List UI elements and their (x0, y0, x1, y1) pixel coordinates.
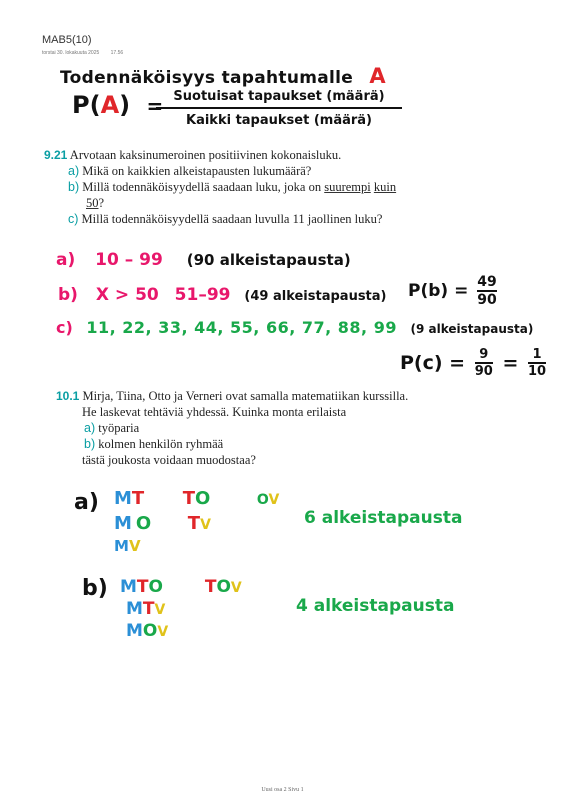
letter-m: M (126, 599, 143, 619)
task-a-text: Mikä on kaikkien alkeistapausten lukumäärä? (82, 164, 312, 178)
task-10-1 (56, 388, 526, 468)
answer-b-fraction (477, 274, 496, 308)
letter-o: O (135, 513, 152, 534)
probability-formula-lhs (72, 90, 163, 121)
formula-denominator: Kaikki tapaukset (määrä) (186, 113, 372, 128)
triples-row-3 (120, 621, 242, 643)
task-b-end: ? (98, 196, 105, 210)
formula-a: A (100, 91, 120, 119)
task-a-letter: a) (84, 421, 96, 435)
letter-o: O (148, 577, 163, 597)
pairs-row-2 (114, 512, 279, 537)
answer-b-note: (49 alkeistapausta) (244, 289, 387, 304)
answer-a-label: a) (56, 250, 76, 270)
letter-t: T (204, 577, 217, 597)
answer-c-label: c) (56, 318, 73, 337)
page-title: MAB5(10) (42, 34, 92, 46)
letter-o: O (195, 488, 211, 509)
answer-c-denominator-2: 10 (527, 364, 547, 379)
answer-10-b-result: 4 alkeistapausta (296, 596, 455, 616)
pairs-row-1 (114, 487, 279, 512)
answer-c-denominator-1: 90 (474, 364, 493, 379)
task-a-text: työparia (98, 421, 140, 435)
letter-o: O (216, 577, 231, 597)
task-c-text: Millä todennäköisyydellä saadaan luvulla 11 jaollinen luku? (81, 212, 383, 226)
answer-b-range: 51–99 (174, 285, 231, 305)
letter-m: M (120, 577, 137, 597)
letter-m: M (114, 513, 132, 534)
page-footer: Uusi osa 2 Sivu 1 (261, 787, 304, 793)
letter-t: T (187, 513, 201, 534)
letter-o: O (142, 621, 158, 641)
task-line-2: He laskevat tehtäviä yhdessä. Kuinka monta erilaista (82, 405, 347, 419)
formula-fraction (156, 88, 402, 129)
page-date (42, 50, 123, 56)
date-text: torstai 30. lokakuuta 2025 (42, 50, 100, 56)
answer-10-b-label: b) (82, 576, 108, 601)
answer-c-numerator-2: 1 (532, 347, 542, 362)
task-b-letter: b) (84, 437, 96, 451)
answer-b-denominator: 90 (477, 292, 497, 308)
answer-b-p: P(b) = (408, 281, 469, 301)
answer-a-note: (90 alkeistapausta) (186, 251, 351, 269)
task-intro: Arvotaan kaksinumeroinen positiivinen kokonaisluku. (69, 148, 342, 162)
answer-b-numerator: 49 (477, 274, 497, 290)
heading-line (60, 64, 386, 88)
task-b-underline-1: suurempi (324, 180, 371, 194)
formula-equals: = (146, 94, 164, 118)
task-a-letter: a) (68, 164, 80, 178)
answer-c-list: 11, 22, 33, 44, 55, 66, 77, 88, 99 (86, 318, 397, 337)
heading-letter: A (369, 64, 386, 88)
task-9-21 (44, 147, 524, 227)
letter-v: V (157, 624, 169, 640)
answer-10-a-label: a) (74, 490, 99, 515)
letter-v: V (128, 537, 141, 555)
triples-grid (120, 577, 242, 643)
answer-b-probability (408, 274, 497, 308)
task-line-3: tästä joukosta voidaan muodostaa? (82, 453, 256, 467)
triples-row-2 (120, 599, 242, 621)
formula-numerator: Suotuisat tapaukset (määrä) (173, 89, 385, 104)
task-b-text: Millä todennäköisyydellä saadaan luku, joka on (82, 180, 325, 194)
letter-t: T (142, 599, 155, 619)
letter-v: V (154, 602, 166, 618)
task-number: 9.21 (44, 148, 68, 162)
letter-t: T (131, 488, 145, 509)
answer-c-fraction-1 (475, 347, 493, 379)
answer-b-line (58, 285, 387, 305)
answer-c-line (56, 318, 533, 337)
triples-row-1 (120, 577, 242, 599)
answer-c-p: P(c) = (400, 352, 466, 374)
letter-m: M (114, 488, 132, 509)
letter-m: M (126, 621, 143, 641)
answer-c-equals: = (502, 352, 519, 374)
answer-a-line (56, 250, 351, 270)
task-b-underline-2: kuin (373, 180, 397, 194)
letter-t: T (136, 577, 149, 597)
answer-c-numerator-1: 9 (479, 347, 489, 362)
time-text: 17.56 (110, 50, 124, 56)
letter-v: V (268, 492, 280, 508)
task-line-1: Mirja, Tiina, Otto ja Verneri ovat samalla matematiikan kurssilla. (82, 389, 409, 403)
letter-v: V (230, 580, 242, 596)
pairs-grid (114, 487, 279, 555)
formula-p: P( (72, 91, 101, 119)
formula-close: ) (119, 91, 131, 119)
pairs-row-3 (114, 537, 279, 555)
answer-c-note: (9 alkeistapausta) (410, 322, 534, 336)
task-b-letter: b) (68, 180, 80, 194)
letter-t: T (182, 488, 196, 509)
formula-fraction-bar (156, 107, 402, 109)
letter-o: O (256, 492, 269, 508)
task-number: 10.1 (56, 389, 80, 403)
task-b-underline-3: 50 (86, 196, 99, 210)
task-b-text: kolmen henkilön ryhmää (98, 437, 224, 451)
letter-m: M (114, 537, 129, 555)
answer-10-a-result: 6 alkeistapausta (304, 508, 463, 528)
answer-a-range: 10 – 99 (95, 250, 163, 270)
answer-c-probability (400, 347, 546, 379)
answer-b-label: b) (58, 285, 78, 305)
answer-b-condition: X > 50 (95, 285, 159, 305)
answer-c-fraction-2 (528, 347, 546, 379)
heading-text: Todennäköisyys tapahtumalle (60, 68, 354, 88)
letter-v: V (200, 517, 211, 533)
task-c-letter: c) (68, 212, 79, 226)
